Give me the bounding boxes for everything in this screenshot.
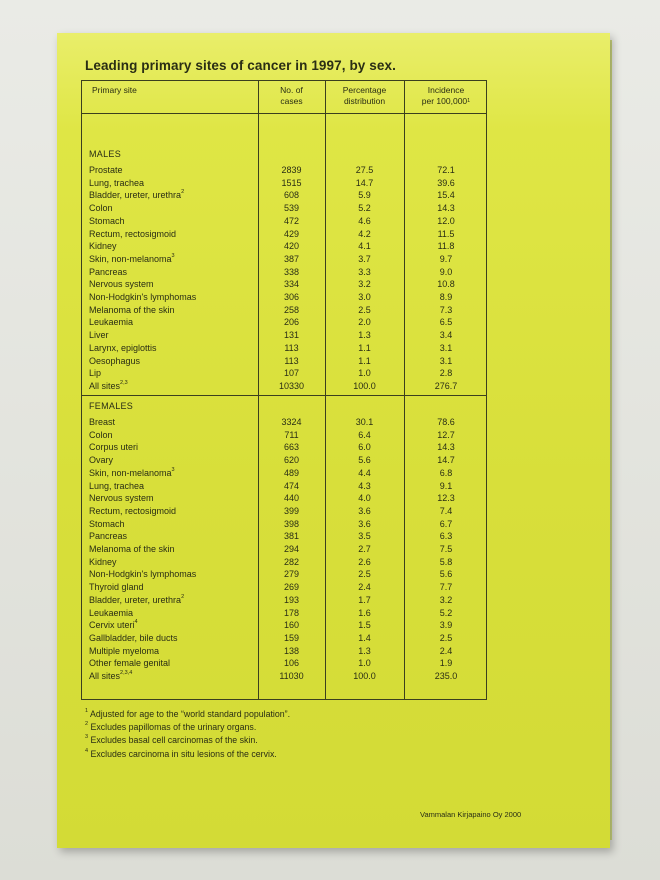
cell-site: Cervix uteri$^4$ [89,619,138,631]
cell-inc: 72.1 [437,165,455,175]
cell-inc: 7.4 [439,505,453,516]
cell-inc: 6.8 [439,467,453,478]
cell-site: Stomach [89,518,125,529]
cell-pct: 2.4 [358,582,371,593]
cell-site: Pancreas [89,531,128,542]
header-line: distribution [343,96,386,106]
cell-inc: 11.8 [437,241,455,252]
cell-cases: 3324 [281,417,302,427]
cell-inc: 3.9 [439,620,453,631]
cell-inc: 6.3 [439,531,453,542]
footnotes [85,708,290,761]
cell-cases: 11030 [279,671,304,681]
header-primary-site: Primary site [92,85,137,95]
cell-site: Prostate [89,165,123,175]
cell-inc: 276.7 [434,380,458,391]
table-row [82,467,486,480]
cell-pct: 14.7 [355,177,374,188]
cell-inc: 8.9 [439,292,453,302]
cell-site: Melanoma of the skin [89,304,175,315]
table-row [82,380,486,393]
footnote-number: 3 [85,734,89,741]
cell-pct: 6.4 [358,429,371,440]
footnote-number: 4 [85,747,89,754]
cell-cases: 338 [283,266,300,277]
table-row [82,164,486,177]
cell-pct: 4.0 [358,493,371,504]
cell-inc: 2.4 [439,645,453,656]
cell-pct: 3.2 [358,279,371,290]
cell-cases: 334 [283,279,300,290]
cell-site: Thyroid gland [89,582,144,593]
cell-inc: 14.3 [437,203,455,214]
cell-site: Larynx, epiglottis [89,342,157,353]
cell-inc: 14.3 [437,442,455,453]
cell-site: Nervous system [89,279,154,290]
table-row [82,492,486,505]
cell-site: Oesophagus [89,355,141,366]
cell-site: Colon [89,203,113,214]
header-line: Incidence [427,85,465,95]
cell-pct: 3.0 [358,292,371,302]
cell-cases: 206 [283,317,300,328]
table-row [82,177,486,190]
cell-site: Skin, non-melanoma$^3$ [89,466,175,478]
cell-pct: 100.0 [353,380,376,391]
table-row [82,215,486,228]
cell-pct: 1.1 [358,355,371,366]
cell-site: Bladder, ureter, urethra$^2$ [89,189,185,201]
cell-site: Breast [89,417,116,427]
footnote-marker: 2,3 [120,379,128,386]
header-line [404,96,488,107]
cell-cases: 539 [283,203,300,214]
cell-pct: 2.5 [358,304,371,315]
cell-site: Rectum, rectosigmoid [89,505,177,516]
table-row [82,518,486,531]
footnote-text: Excludes carcinoma in situ lesions of the cervix. [88,748,277,759]
table-row [82,441,486,454]
footnote [85,721,290,734]
table-row [82,670,486,683]
cell-pct: 2.7 [358,544,371,554]
cell-inc: 3.4 [439,330,453,341]
cell-site: Stomach [89,215,125,226]
section-heading-males: MALES [89,149,122,159]
table-row [82,202,486,215]
cell-inc: 5.8 [439,556,453,567]
cell-inc: 1.9 [439,658,453,669]
cell-pct: 1.1 [358,342,371,353]
table-row [82,594,486,607]
cell-site: Lung, trachea [89,480,145,491]
cell-cases: 398 [283,518,300,529]
cell-cases: 107 [283,368,300,379]
cell-inc: 5.6 [439,569,453,580]
cell-site: Lip [89,368,102,379]
table-row [82,228,486,241]
cell-cases: 399 [283,505,300,516]
cell-inc: 11.5 [437,228,455,239]
table-row [82,189,486,202]
footnote-number: 1 [85,708,89,714]
cell-cases: 306 [283,292,300,302]
cell-inc: 12.7 [437,429,455,440]
cell-site: Liver [89,330,109,341]
cell-site: Corpus uteri [89,442,139,453]
table-row [82,480,486,493]
cell-inc: 9.0 [439,266,453,277]
footnote-marker: 2 [181,189,185,196]
cell-pct: 4.4 [358,467,371,478]
cell-site: Kidney [89,556,117,567]
cell-cases: 620 [283,455,300,466]
cell-site: Melanoma of the skin [89,544,175,554]
cell-pct: 5.2 [358,203,371,214]
cell-site: Nervous system [89,493,154,504]
table-row [82,416,486,429]
cell-pct: 100.0 [353,671,376,681]
cell-cases: 106 [283,658,300,669]
cell-pct: 5.6 [358,455,371,466]
cell-cases: 489 [283,467,300,478]
cell-inc: 12.3 [437,493,455,504]
table-row [82,367,486,380]
cell-pct: 1.4 [358,632,371,643]
table-row [82,355,486,368]
header-text: per 100,000 [421,96,468,106]
cell-pct: 1.0 [358,368,371,379]
cell-site: Other female genital [89,658,171,669]
cell-cases: 10330 [278,380,305,391]
cell-inc: 78.6 [437,417,455,427]
footnote-text: Adjusted for age to the “world standard population”. [88,709,291,719]
cell-inc: 5.2 [439,607,453,618]
cell-pct: 2.0 [358,317,371,328]
cell-cases: 193 [283,594,300,605]
cell-inc: 6.5 [439,317,453,328]
table-row [82,342,486,355]
cell-pct: 1.3 [358,330,371,341]
section-heading-females: FEMALES [89,401,134,411]
cell-pct: 3.3 [358,266,371,277]
cell-pct: 1.6 [358,607,371,618]
table-row [82,454,486,467]
cell-cases: 160 [283,620,300,631]
cell-site: Multiple myeloma [89,645,160,656]
cell-cases: 474 [283,480,300,491]
cell-cases: 2839 [281,165,302,175]
header-percentage-distribution [325,85,404,107]
cell-pct: 1.7 [358,594,371,605]
cell-site: Bladder, ureter, urethra$^2$ [89,593,185,605]
cell-pct: 2.6 [358,556,371,567]
cell-pct: 3.6 [358,505,371,516]
cell-pct: 3.5 [358,531,371,542]
cell-cases: 608 [283,190,300,201]
footnote-marker: 2 [181,593,185,600]
footnote [85,734,290,747]
cell-inc: 7.3 [439,304,453,315]
table-row [82,291,486,304]
table-row [82,253,486,266]
cell-cases: 294 [283,544,300,554]
cell-site: Leukaemia [89,607,134,618]
cell-pct: 1.5 [358,620,371,631]
table-row [82,266,486,279]
footnote-text: Excludes papillomas of the urinary organs. [88,722,257,733]
cell-cases: 269 [283,582,300,593]
header-line: No. of [280,85,303,95]
cell-cases: 279 [283,569,300,580]
footnote-marker: 3 [171,466,175,473]
cell-pct: 3.7 [358,253,371,264]
header-no-of-cases [258,85,325,107]
cell-inc: 3.1 [439,342,453,353]
table-row [82,568,486,581]
cell-inc: 15.4 [437,190,455,201]
cell-site: All sites$^{2,3,4}$ [89,670,133,681]
printer-imprint: Vammalan Kirjapaino Oy 2000 [420,810,522,819]
footnote [85,748,290,761]
table-row [82,505,486,518]
cell-pct: 1.3 [358,645,371,656]
cell-site: Lung, trachea [89,177,145,188]
header-incidence [404,85,488,107]
cell-inc: 6.7 [439,518,453,529]
table-row [82,607,486,620]
footnote-marker: 1 [467,98,471,104]
cell-inc: 7.7 [439,582,453,593]
cell-cases: 178 [283,607,300,618]
cell-cases: 113 [284,355,299,366]
cell-site: Colon [89,429,113,440]
table-row [82,581,486,594]
footnote-marker: 2,3,4 [120,670,133,676]
table-row [82,329,486,342]
table-row [82,632,486,645]
table-row [82,657,486,670]
footnote-marker: 4 [134,619,138,626]
cell-pct: 5.9 [358,190,371,201]
table-row [82,645,486,658]
table-row [82,278,486,291]
cell-cases: 258 [283,304,300,315]
cell-pct: 3.6 [358,518,371,529]
cell-site: Gallbladder, bile ducts [89,632,178,643]
footnote-text: Excludes basal cell carcinomas of the skin. [88,735,258,746]
footnote [85,708,290,721]
cell-cases: 113 [284,342,299,353]
table-row [82,429,486,442]
cell-cases: 472 [283,215,300,226]
cell-site: All sites$^{2,3}$ [89,379,128,391]
cell-site: Non-Hodgkin's lymphomas [89,569,197,580]
cell-inc: 3.1 [439,355,453,366]
cell-inc: 7.5 [439,544,453,554]
table-row [82,543,486,556]
header-line: Percentage [342,85,387,95]
cell-pct: 4.2 [358,228,371,239]
cell-site: Non-Hodgkin's lymphomas [89,292,197,302]
cell-site: Rectum, rectosigmoid [89,228,177,239]
cell-pct: 4.1 [358,241,371,252]
table-row [82,240,486,253]
cell-cases: 159 [283,632,300,643]
cell-pct: 1.0 [358,658,371,669]
cell-pct: 30.1 [355,417,374,427]
cell-inc: 39.6 [437,177,455,188]
header-rule [82,113,486,114]
table-row [82,316,486,329]
table-row [82,530,486,543]
cell-site: Kidney [89,241,117,252]
cell-site: Leukaemia [89,317,134,328]
cell-cases: 420 [283,241,300,252]
table-row [82,619,486,632]
cell-inc: 10.8 [437,279,455,290]
cell-inc: 2.8 [439,368,453,379]
cell-pct: 4.3 [358,480,371,491]
cell-cases: 282 [283,556,300,567]
cell-cases: 711 [284,429,299,440]
cell-pct: 4.6 [358,215,371,226]
cell-cases: 440 [283,493,300,504]
cell-pct: 27.5 [355,165,374,175]
cell-inc: 3.2 [439,594,453,605]
section-rule [82,395,486,396]
cell-cases: 429 [283,228,300,239]
footnote-number: 2 [85,721,89,728]
table-row [82,556,486,569]
cell-cases: 1515 [281,177,302,188]
cell-inc: 12.0 [437,215,455,226]
cell-inc: 2.5 [439,632,453,643]
cell-site: Skin, non-melanoma$^3$ [89,252,175,264]
cancer-sites-table [81,80,487,700]
cell-pct: 2.5 [358,569,371,580]
cell-cases: 381 [283,531,300,542]
table-row [82,304,486,317]
cell-cases: 131 [283,330,300,341]
cell-site: Pancreas [89,266,128,277]
cell-inc: 9.7 [439,253,453,264]
cell-inc: 9.1 [439,480,453,491]
cell-pct: 6.0 [358,442,371,453]
cell-cases: 663 [283,442,300,453]
cell-inc: 14.7 [437,455,455,466]
cell-inc: 235.0 [434,671,458,681]
header-line: cases [280,96,303,106]
cell-cases: 138 [283,645,300,656]
cell-site: Ovary [89,455,114,466]
footnote-marker: 3 [171,252,175,259]
cell-cases: 387 [283,253,300,264]
table-title: Leading primary sites of cancer in 1997, by sex. [85,58,396,73]
